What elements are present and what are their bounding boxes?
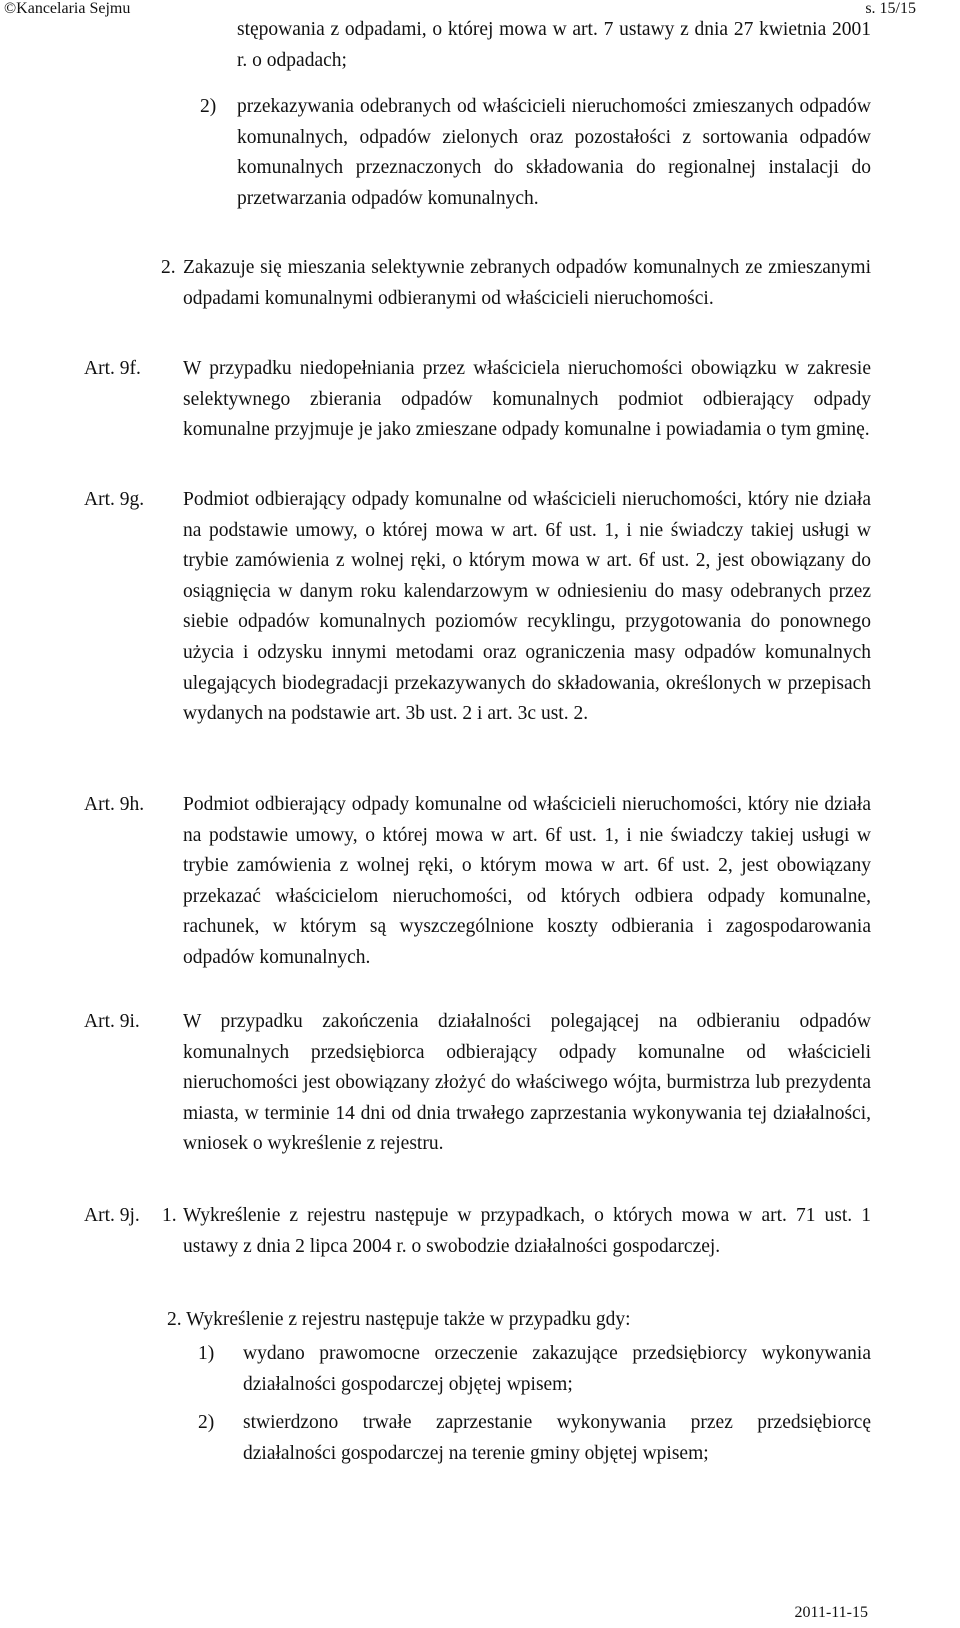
art-9j-point-1-number: 1)	[198, 1343, 215, 1364]
ust-2-text: Zakazuje się mieszania selektywnie zebranych odpadów komunalnych ze zmieszanymi odpadami komunalnymi odbieranymi od właścicieli nieruchomości.	[183, 257, 871, 309]
art-9h-text: Podmiot odbierający odpady komunalne od właścicieli nieruchomości, który nie działa na podstawie umowy, o której mowa w art. 6f ust. 1, i nie świadczy takiej usługi w trybie zamówienia z wolnej ręki, o którym mowa w art. 6f ust. 2, jest obowiązany przekazać właścicielom nieruchomości, od których odbiera odpady komunalne, rachunek, w którym są wyszczególnione koszty odbierania i zagospodarowania odpadów komunalnych.	[183, 794, 871, 968]
footer-date: 2011-11-15	[794, 1604, 868, 1621]
ust-2-number: 2.	[161, 257, 176, 278]
art-9f-number: Art. 9f.	[84, 358, 141, 379]
art-9j-point-2-number: 2)	[198, 1412, 215, 1433]
art-9j-ust-2-text: 2. Wykreślenie z rejestru następuje także w przypadku gdy:	[167, 1309, 631, 1330]
art-9i-text: W przypadku zakończenia działalności polegającej na odbieraniu odpadów komunalnych przedsiębiorca odbierający odpady komunalne od właścicieli nieruchomości jest obowiązany złożyć do właściwego wójta, burmistrza lub prezydenta miasta, w terminie 14 dni od dnia trwałego zaprzestania wykonywania tej działalności, wniosek o wykreślenie z rejestru.	[183, 1011, 871, 1155]
art-9j-point-2-text: stwierdzono trwałe zaprzestanie wykonywania przez przedsiębiorcę działalności gospodarczej na terenie gminy objętej wpisem;	[243, 1412, 871, 1464]
art-9f-text: W przypadku niedopełniania przez właściciela nieruchomości obowiązku w zakresie selektywnego zbierania odpadów komunalnych podmiot odbierający odpady komunalne przyjmuje je jako zmieszane odpady komunalne i powiadamia o tym gminę.	[183, 358, 871, 441]
art-9h-number: Art. 9h.	[84, 794, 145, 815]
art-9j-ust-1-number: 1.	[162, 1205, 177, 1226]
continuation-paragraph: stępowania z odpadami, o której mowa w art. 7 ustawy z dnia 27 kwietnia 2001 r. o odpadach;	[237, 19, 871, 71]
header-page-number: s. 15/15	[865, 0, 916, 17]
art-9g-text: Podmiot odbierający odpady komunalne od właścicieli nieruchomości, który nie działa na podstawie umowy, o której mowa w art. 6f ust. 1, i nie świadczy takiej usługi w trybie zamówienia z wolnej ręki, o którym mowa w art. 6f ust. 2, jest obowiązany do osiągnięcia w danym roku kalendarzowym w odniesieniu do masy odebranych przez siebie odpadów komunalnych poziomów recyklingu, przygotowania do ponownego użycia i odzysku innymi metodami oraz ograniczenia masy odpadów komunalnych ulegających biodegradacji przekazywanych do składowania, określonych w przepisach wydanych na podstawie art. 3b ust. 2 i art. 3c ust. 2.	[183, 489, 871, 725]
point-2-text: przekazywania odebranych od właścicieli nieruchomości zmieszanych odpadów komunalnych, odpadów zielonych oraz pozostałości z sortowania odpadów komunalnych przeznaczonych do składowania do regionalnej instalacji do przetwarzania odpadów komunalnych.	[237, 96, 871, 209]
point-2-number: 2)	[200, 96, 217, 117]
art-9j-number: Art. 9j.	[84, 1205, 140, 1226]
art-9i-number: Art. 9i.	[84, 1011, 140, 1032]
art-9j-ust-1-text: Wykreślenie z rejestru następuje w przypadkach, o których mowa w art. 71 ust. 1 ustawy z dnia 2 lipca 2004 r. o swobodzie działalności gospodarczej.	[183, 1205, 871, 1257]
art-9j-point-1-text: wydano prawomocne orzeczenie zakazujące przedsiębiorcy wykonywania działalności gospodarczej objętej wpisem;	[243, 1343, 871, 1395]
header-copyright: ©Kancelaria Sejmu	[4, 0, 131, 17]
art-9g-number: Art. 9g.	[84, 489, 145, 510]
